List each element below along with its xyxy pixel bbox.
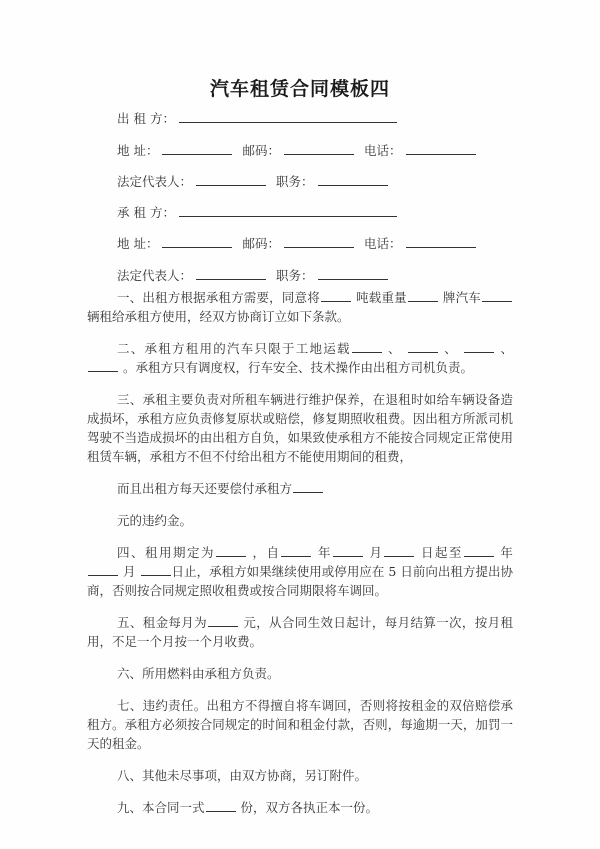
lessor-blank[interactable] bbox=[179, 109, 397, 123]
clause-3: 三、承租主要负责对所租车辆进行维护保养，在退租时如给车辆设备造成损坏，承租方应负责修复原状或赔偿，修复期照收租费。因出租方所派司机驾驶不当造成损坏的由出租方自负，如果致使承租方不能按合同规定正常使用租赁车辆，承租方不但不付给出租方不能使用期间的租费， bbox=[87, 392, 513, 464]
clause-2-text: 。承租方只有调度权，行车安全、技术操作由出租方司机负责。 bbox=[122, 360, 473, 375]
month-label: 月 bbox=[369, 545, 384, 560]
lessor-position-label: 职务： bbox=[276, 174, 314, 189]
clause-6: 六、所用燃料由承租方负责。 bbox=[117, 666, 280, 681]
lessee-blank[interactable] bbox=[179, 203, 397, 217]
start-month-blank[interactable] bbox=[333, 544, 363, 557]
end-month-blank[interactable] bbox=[88, 563, 118, 576]
lessee-position-label: 职务： bbox=[276, 268, 314, 283]
contract-body bbox=[87, 288, 513, 830]
lessee-rep-row bbox=[117, 266, 392, 284]
lessee-address-blank[interactable] bbox=[162, 234, 232, 248]
lessor-rep-row bbox=[117, 172, 392, 190]
lessee-address-label: 地 址： bbox=[117, 236, 159, 251]
lessee-rep-blank[interactable] bbox=[196, 266, 266, 280]
lessee-postcode-blank[interactable] bbox=[284, 234, 354, 248]
lessee-contact-row bbox=[117, 234, 480, 252]
clause-2 bbox=[87, 339, 513, 377]
brand-blank[interactable] bbox=[482, 289, 512, 302]
tonnage-blank[interactable] bbox=[408, 289, 438, 302]
clause-3c: 元的违约金。 bbox=[117, 513, 193, 528]
start-day-blank[interactable] bbox=[384, 544, 414, 557]
clause-5-text: 五、租金每月为 bbox=[117, 615, 207, 630]
copies-blank[interactable] bbox=[206, 799, 236, 812]
clause-5-text: 元，从合同生效日起计，每月结算一次，按月租用，不足一个月按一个月收费。 bbox=[87, 615, 513, 649]
lessee-row bbox=[117, 203, 401, 221]
clause-1-text: 辆租给承租方使用，经双方协商订立如下条款。 bbox=[87, 309, 350, 324]
clause-8: 八、其他未尽事项，由双方协商，另订附件。 bbox=[117, 768, 368, 783]
month-label: 月 bbox=[123, 564, 136, 579]
lessee-label: 承 租 方： bbox=[117, 205, 175, 220]
separator: 、 bbox=[500, 341, 513, 356]
year-label: 年 bbox=[317, 545, 332, 560]
lessor-rep-blank[interactable] bbox=[196, 172, 266, 186]
clause-7: 七、违约责任。出租方不得擅自将车调回，否则将按租金的双倍赔偿承租方。承租方必须按合同规定的时间和租金付款，否则，每逾期一天，加罚一天的租金。 bbox=[87, 698, 513, 751]
clause-9 bbox=[87, 798, 513, 817]
clause-1-text: 一、出租方根据承租方需要，同意将 bbox=[117, 290, 320, 305]
clause-1-text: 牌汽车 bbox=[442, 290, 481, 305]
cargo-blank-3[interactable] bbox=[464, 340, 494, 353]
lessee-position-blank[interactable] bbox=[318, 266, 388, 280]
clause-9-text: 九、本合同一式 bbox=[117, 800, 205, 815]
lessor-position-blank[interactable] bbox=[318, 172, 388, 186]
lessor-address-label: 地 址： bbox=[117, 143, 159, 158]
clause-4-text: 日止，承租方如果继续使用或停用应在 5 日前向出租方提出协商，否则按合同规定照收租费或按合同期限将车调回。 bbox=[87, 564, 513, 598]
clause-2-text: 二、承租方租用的汽车只限于工地运载 bbox=[117, 341, 351, 356]
lessee-postcode-label: 邮码： bbox=[242, 236, 280, 251]
clause-9-text: 份，双方各执正本一份。 bbox=[240, 800, 379, 815]
lessor-postcode-label: 邮码： bbox=[242, 143, 280, 158]
clause-4 bbox=[87, 543, 513, 600]
lessee-rep-label: 法定代表人： bbox=[117, 268, 193, 283]
end-year-blank[interactable] bbox=[464, 544, 494, 557]
end-day-blank[interactable] bbox=[141, 563, 171, 576]
penalty-blank[interactable] bbox=[293, 480, 323, 493]
start-year-blank[interactable] bbox=[281, 544, 311, 557]
separator: 、 bbox=[444, 341, 458, 356]
clause-4-text: ，自 bbox=[252, 545, 281, 560]
lessee-phone-blank[interactable] bbox=[406, 234, 476, 248]
document-title: 汽车租赁合同模板四 bbox=[209, 78, 390, 100]
lessor-label: 出 租 方： bbox=[117, 111, 175, 126]
lessor-phone-blank[interactable] bbox=[406, 141, 476, 155]
cargo-blank-1[interactable] bbox=[352, 340, 382, 353]
cargo-blank-4[interactable] bbox=[88, 359, 118, 372]
quantity-blank[interactable] bbox=[321, 289, 351, 302]
clause-1-text: 吨载重量 bbox=[356, 290, 407, 305]
clause-5 bbox=[87, 613, 513, 651]
lessor-rep-label: 法定代表人： bbox=[117, 174, 193, 189]
term-blank[interactable] bbox=[216, 544, 246, 557]
clause-3b-text: 而且出租方每天还要偿付承租方 bbox=[117, 481, 293, 496]
lessor-postcode-blank[interactable] bbox=[284, 141, 354, 155]
clause-4-text: 日起至 bbox=[420, 545, 463, 560]
lessor-row bbox=[117, 109, 401, 127]
separator: 、 bbox=[388, 341, 402, 356]
clause-3b bbox=[87, 479, 513, 498]
lessor-phone-label: 电话： bbox=[364, 143, 402, 158]
rent-blank[interactable] bbox=[208, 614, 238, 627]
year-label: 年 bbox=[500, 545, 513, 560]
lessor-contact-row bbox=[117, 141, 480, 159]
clause-1 bbox=[87, 288, 513, 326]
lessee-phone-label: 电话： bbox=[364, 236, 402, 251]
lessor-address-blank[interactable] bbox=[162, 141, 232, 155]
clause-4-text: 四、租用期定为 bbox=[117, 545, 215, 560]
cargo-blank-2[interactable] bbox=[408, 340, 438, 353]
